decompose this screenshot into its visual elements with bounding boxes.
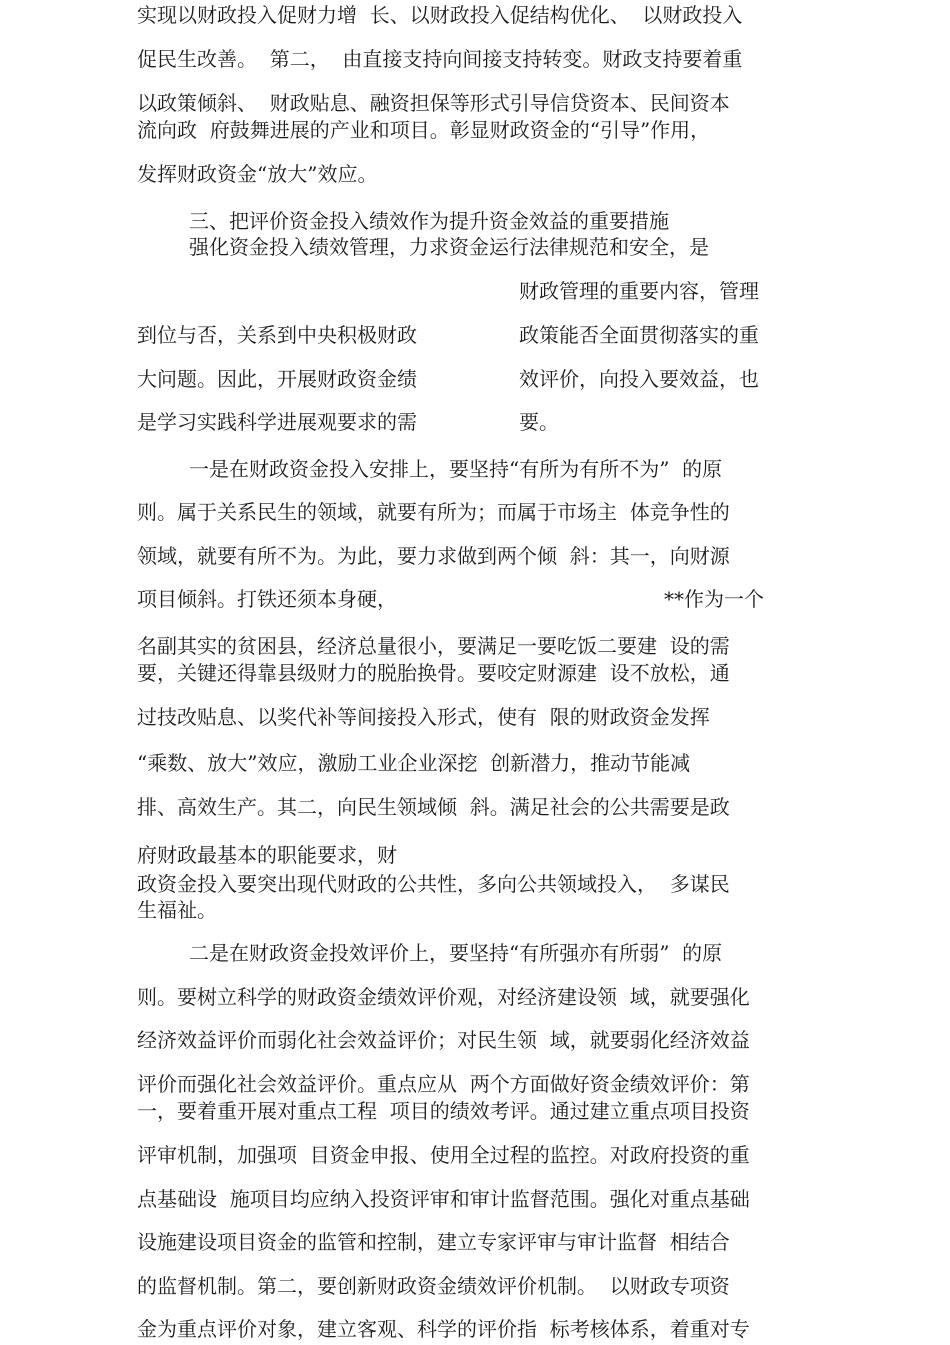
text-line: **作为一个 [664,587,764,611]
text-line: 则。要树立科学的财政资金绩效评价观，对经济建设领 域，就要强化 [137,985,750,1009]
text-line: 要，关键还得靠县级财力的脱胎换骨。要咬定财源建 设不放松，通 [137,661,730,685]
text-line: 金为重点评价对象，建立客观、科学的评价指 标考核体系，着重对专 [137,1317,750,1341]
text-line: 以政策倾斜、 财政贴息、融资担保等形式引导信贷资本、民间资本 [137,91,730,115]
text-line-left-column: 是学习实践科学进展观要求的需 [137,410,417,434]
text-line: 流向政 府鼓舞进展的产业和项目。彰显财政资金的“引导”作用， [137,118,711,142]
text-line: 设施建设项目资金的监管和控制，建立专家评审与审计监督 相结合 [137,1230,730,1254]
text-line: 二是在财政资金投效评价上，要坚持“有所强亦有所弱” 的原 [189,941,723,965]
text-line-right-column: 要。 [519,410,559,434]
text-line: 生福祉。 [137,898,217,922]
text-line: 评价而强化社会效益评价。重点应从 两个方面做好资金绩效评价：第 [137,1072,750,1096]
text-line: 点基础设 施项目均应纳入投资评审和审计监督范围。强化对重点基础 [137,1187,750,1211]
text-line: 名副其实的贫困县，经济总量很小，要满足一要吃饭二要建 设的需 [137,634,730,658]
text-line: 一是在财政资金投入安排上，要坚持“有所为有所不为” 的原 [189,457,723,481]
text-line: 经济效益评价而弱化社会效益评价；对民生领 域，就要弱化经济效益 [137,1028,750,1052]
text-line: 过技改贴息、以奖代补等间接投入形式，使有 限的财政资金发挥 [137,705,710,729]
text-line: 的监督机制。第二，要创新财政资金绩效评价机制。 以财政专项资 [137,1274,730,1298]
text-line-left-column: 大问题。因此，开展财政资金绩 [137,367,417,391]
text-line: 促民生改善。 第二， 由直接支持向间接支持转变。财政支持要着重 [137,47,743,71]
text-line: 府财政最基本的职能要求，财 [137,843,397,867]
text-line: 排、高效生产。其二，向民生领域倾 斜。满足社会的公共需要是政 [137,795,730,819]
text-line: 评审机制，加强项 目资金申报、使用全过程的监控。对政府投资的重 [137,1143,750,1167]
text-line: 发挥财政资金“放大”效应。 [137,162,378,186]
text-line: 实现以财政投入促财力增 长、以财政投入促结构优化、 以财政投入 [137,3,743,27]
text-line: 政资金投入要突出现代财政的公共性，多向公共领域投入， 多谋民 [137,872,730,896]
text-line: “乘数、放大”效应，激励工业企业深挖 创新潜力，推动节能减 [137,751,691,775]
text-line-left-column: 到位与否，关系到中央积极财政 [137,323,417,347]
text-line: 领域，就要有所不为。为此，要力求做到两个倾 斜：其一，向财源 [137,544,730,568]
section-heading: 三、把评价资金投入绩效作为提升资金效益的重要措施 [189,209,669,233]
text-line-right-column: 效评价，向投入要效益，也 [519,367,759,391]
text-line: 一，要着重开展对重点工程 项目的绩效考评。通过建立重点项目投资 [137,1099,750,1123]
text-line-right-column: 财政管理的重要内容，管理 [519,279,759,303]
text-line-right-column: 政策能否全面贯彻落实的重 [519,323,759,347]
text-line: 则。属于关系民生的领域，就要有所为；而属于市场主 体竞争性的 [137,500,730,524]
text-line: 项目倾斜。打铁还须本身硬， [137,587,397,611]
text-line: 强化资金投入绩效管理，力求资金运行法律规范和安全，是 [189,235,709,259]
